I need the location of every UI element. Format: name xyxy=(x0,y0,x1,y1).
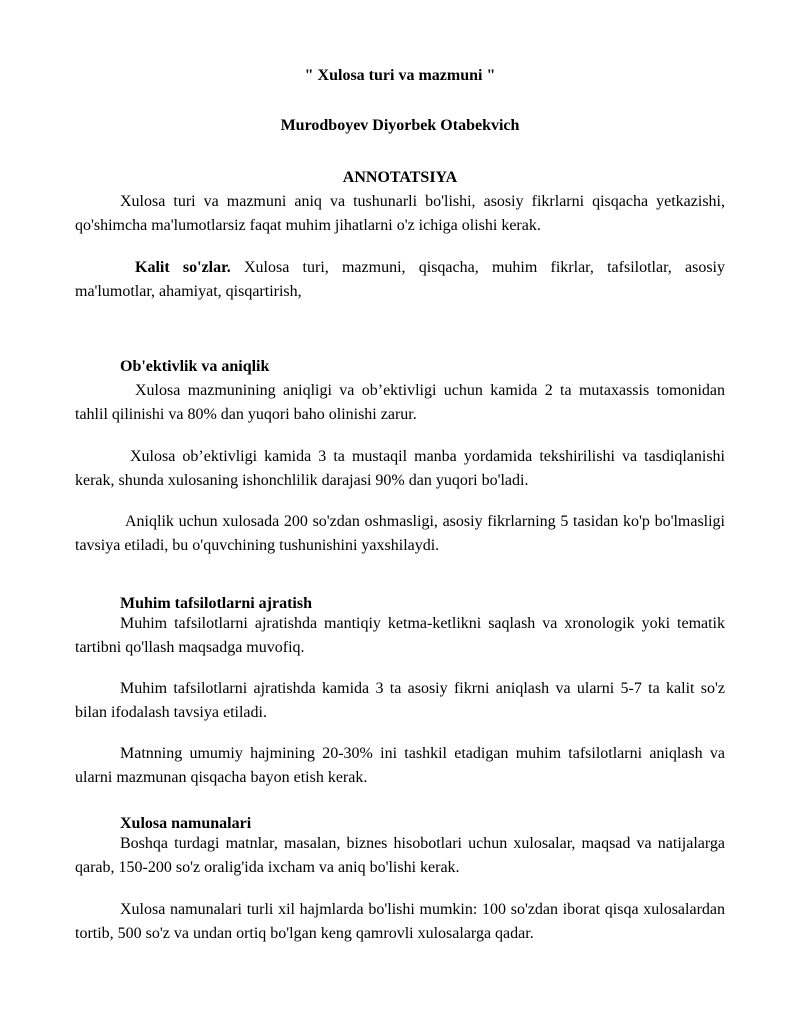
section-1-paragraph-3: Aniqlik uchun xulosada 200 so'zdan oshmasligi, asosiy fikrlarning 5 tasidan ko'p bo'lmasligi tavsiya etiladi, bu o'quvchining tushunishini yaxshilaydi. xyxy=(75,513,725,554)
annotation-paragraph: Xulosa turi va mazmuni aniq va tushunarli bo'lishi, asosiy fikrlarni qisqacha yetkazishi, qo'shimcha ma'lumotlarsiz faqat muhim jihatlarni o'z ichiga olishi kerak. xyxy=(75,193,725,234)
section-1-paragraph-1: Xulosa mazmunining aniqligi va ob’ektivligi uchun kamida 2 ta mutaxassis tomonidan tahlil qilinishi va 80% dan yuqori baho olinishi zarur. xyxy=(75,382,725,423)
section-1-paragraph-2: Xulosa ob’ektivligi kamida 3 ta mustaqil manba yordamida tekshirilishi va tasdiqlanishi kerak, shunda xulosaning ishonchlilik darajasi 90% dan yuqori bo'ladi. xyxy=(75,448,725,489)
section-2-paragraph-1: Muhim tafsilotlarni ajratishda mantiqiy ketma-ketlikni saqlash va xronologik yoki tematik tartibni qo'llash maqsadga muvofiq. xyxy=(75,615,725,656)
section-heading-samples: Xulosa namunalari xyxy=(120,815,252,832)
keywords-label: Kalit so'zlar. xyxy=(135,259,231,276)
author-name: Murodboyev Diyorbek Otabekvich xyxy=(280,117,520,134)
document-title: " Xulosa turi va mazmuni " xyxy=(304,67,496,84)
section-heading-objectivity: Ob'ektivlik va aniqlik xyxy=(120,358,270,375)
keywords-text: Xulosa turi, mazmuni, qisqacha, muhim fikrlar, tafsilotlar, asosiy ma'lumotlar, ahamiyat, qisqartirish, xyxy=(75,259,726,300)
section-3-paragraph-1: Boshqa turdagi matnlar, masalan, biznes hisobotlari uchun xulosalar, maqsad va natijalarga qarab, 150-200 so'z oralig'ida ixcham va aniq bo'lishi kerak. xyxy=(75,835,725,876)
section-3-paragraph-2: Xulosa namunalari turli xil hajmlarda bo'lishi mumkin: 100 so'zdan iborat qisqa xulosalardan tortib, 500 so'z va undan ortiq bo'lgan keng qamrovli xulosalarga qadar. xyxy=(75,901,725,942)
annotation-heading: ANNOTATSIYA xyxy=(342,169,458,186)
section-2-paragraph-2: Muhim tafsilotlarni ajratishda kamida 3 ta asosiy fikrni aniqlash va ularni 5-7 ta kalit so'z bilan ifodalash tavsiya etiladi. xyxy=(75,680,725,721)
keywords-paragraph xyxy=(75,256,725,304)
section-heading-details: Muhim tafsilotlarni ajratish xyxy=(120,595,312,612)
section-2-paragraph-3: Matnning umumiy hajmining 20-30% ini tashkil etadigan muhim tafsilotlarni aniqlash va ularni mazmunan qisqacha bayon etish kerak. xyxy=(75,745,725,786)
